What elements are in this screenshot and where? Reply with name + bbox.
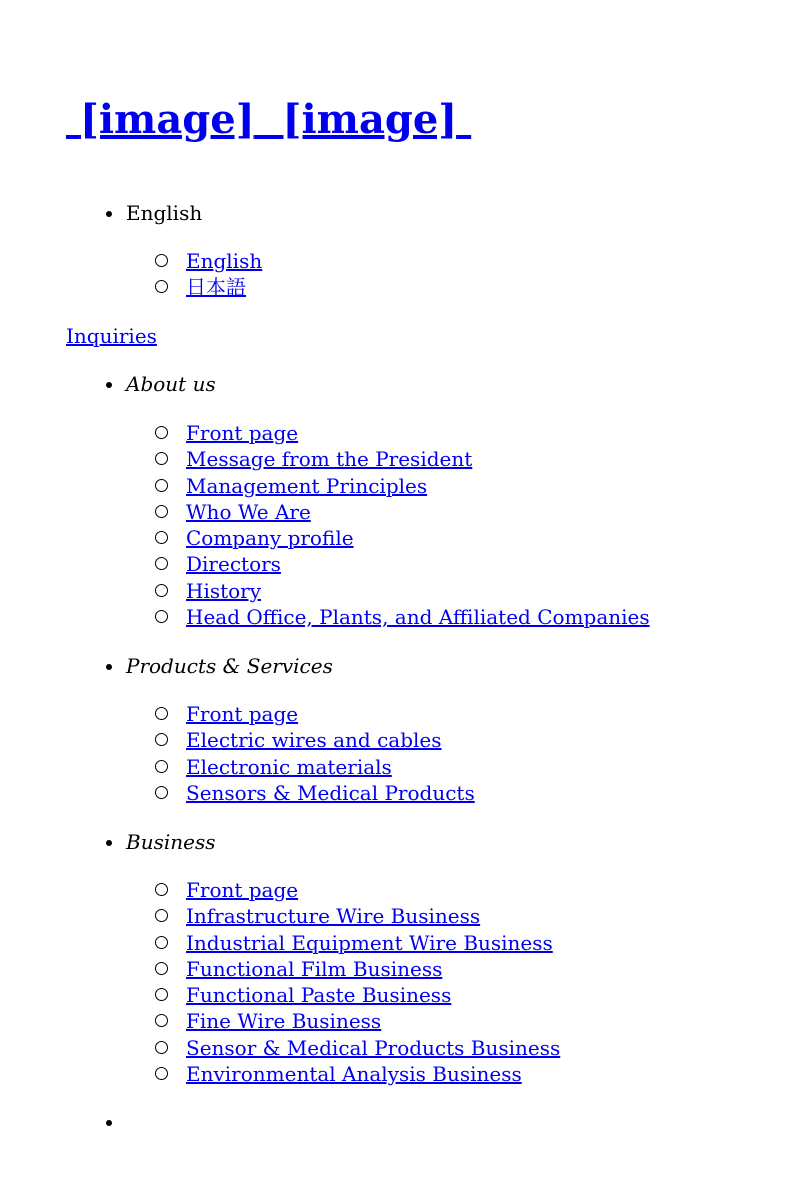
circle-bullet-icon [155, 1041, 168, 1054]
nav-about-message-president [186, 446, 650, 472]
inquiries-line [66, 323, 157, 349]
logo-image-placeholder-2: [image] [282, 96, 458, 143]
nav-about-offices [186, 604, 650, 630]
nav-link[interactable]: Functional Film Business [186, 956, 443, 981]
nav-link[interactable]: Head Office, Plants, and Affiliated Companies [186, 605, 650, 630]
site-logo-heading [66, 0, 800, 144]
nav-about-company-profile [186, 525, 650, 551]
bullet-disc-icon [106, 664, 112, 670]
nav-about-who-we-are [186, 499, 650, 525]
circle-bullet-icon [155, 936, 168, 949]
language-option-link[interactable]: 日本語 [186, 275, 246, 300]
nav-business-industrial-equipment-wire [186, 930, 560, 956]
nav-link[interactable]: Environmental Analysis Business [186, 1062, 522, 1087]
bullet-disc-icon [106, 1120, 112, 1126]
nav-products-label: Products & Services [126, 654, 333, 678]
circle-bullet-icon [155, 584, 168, 597]
nav-products-front-page [186, 701, 475, 727]
language-option-japanese [186, 274, 262, 300]
nav-business-sensor-medical [186, 1035, 560, 1061]
nav-business-fine-wire [186, 1008, 560, 1034]
circle-bullet-icon [155, 452, 168, 465]
nav-link[interactable]: Infrastructure Wire Business [186, 904, 481, 929]
bullet-disc-icon [106, 382, 112, 388]
nav-about-item[interactable] [126, 371, 650, 630]
nav-products-electronic-materials [186, 754, 475, 780]
language-menu [66, 200, 262, 301]
nav-business-functional-paste [186, 982, 560, 1008]
nav-link[interactable]: Fine Wire Business [186, 1009, 382, 1034]
nav-products-sensors-medical [186, 780, 475, 806]
nav-section-next [66, 1109, 126, 1135]
nav-section-about [66, 371, 650, 630]
nav-link[interactable]: Sensor & Medical Products Business [186, 1035, 561, 1060]
logo-image-placeholder-1: [image] [79, 96, 255, 143]
nav-link[interactable]: Electronic materials [186, 754, 392, 779]
nav-link[interactable]: Electric wires and cables [186, 728, 442, 753]
nav-about-history [186, 578, 650, 604]
nav-about-management-principles [186, 473, 650, 499]
circle-bullet-icon [155, 531, 168, 544]
nav-link[interactable]: Functional Paste Business [186, 983, 452, 1008]
nav-link[interactable]: Front page [186, 702, 299, 726]
circle-bullet-icon [155, 254, 168, 267]
circle-bullet-icon [155, 505, 168, 518]
nav-link[interactable]: Front page [186, 421, 299, 445]
circle-bullet-icon [155, 909, 168, 922]
nav-link[interactable]: Front page [186, 878, 299, 902]
nav-link[interactable]: History [186, 578, 262, 603]
nav-products-wires-cables [186, 727, 475, 753]
language-current-label: English [126, 201, 203, 225]
inquiries-link[interactable]: Inquiries [66, 324, 157, 348]
nav-business-functional-film [186, 956, 560, 982]
circle-bullet-icon [155, 1014, 168, 1027]
nav-link[interactable]: Message from the President [186, 447, 473, 472]
circle-bullet-icon [155, 557, 168, 570]
nav-products-submenu [126, 701, 475, 806]
nav-products-item[interactable] [126, 653, 475, 806]
nav-about-directors [186, 551, 650, 577]
nav-business-label: Business [126, 830, 216, 854]
nav-business-item[interactable] [126, 829, 560, 1087]
circle-bullet-icon [155, 760, 168, 773]
nav-link[interactable]: Directors [186, 552, 281, 577]
circle-bullet-icon [155, 280, 168, 293]
nav-business-infrastructure-wire [186, 903, 560, 929]
circle-bullet-icon [155, 707, 168, 720]
nav-about-submenu [126, 420, 650, 630]
bullet-disc-icon [106, 840, 112, 846]
circle-bullet-icon [155, 479, 168, 492]
language-current-item[interactable] [126, 200, 262, 301]
nav-about-label: About us [126, 372, 216, 396]
nav-link[interactable]: Who We Are [186, 499, 311, 524]
circle-bullet-icon [155, 426, 168, 439]
circle-bullet-icon [155, 883, 168, 896]
nav-link[interactable]: Sensors & Medical Products [186, 780, 475, 805]
nav-section-products [66, 653, 475, 806]
language-options [126, 248, 262, 301]
nav-business-submenu [126, 877, 560, 1087]
circle-bullet-icon [155, 733, 168, 746]
nav-link[interactable]: Industrial Equipment Wire Business [186, 930, 553, 955]
nav-link[interactable]: Management Principles [186, 473, 428, 498]
circle-bullet-icon [155, 1067, 168, 1080]
language-option-english [186, 248, 262, 274]
nav-business-front-page [186, 877, 560, 903]
home-logo-link[interactable] [66, 96, 471, 143]
circle-bullet-icon [155, 610, 168, 623]
nav-business-environmental-analysis [186, 1061, 560, 1087]
bullet-disc-icon [106, 211, 112, 217]
nav-link[interactable]: Company profile [186, 526, 354, 551]
circle-bullet-icon [155, 786, 168, 799]
circle-bullet-icon [155, 962, 168, 975]
nav-section-business [66, 829, 560, 1087]
language-option-link[interactable]: English [186, 249, 263, 273]
nav-about-front-page [186, 420, 650, 446]
circle-bullet-icon [155, 988, 168, 1001]
